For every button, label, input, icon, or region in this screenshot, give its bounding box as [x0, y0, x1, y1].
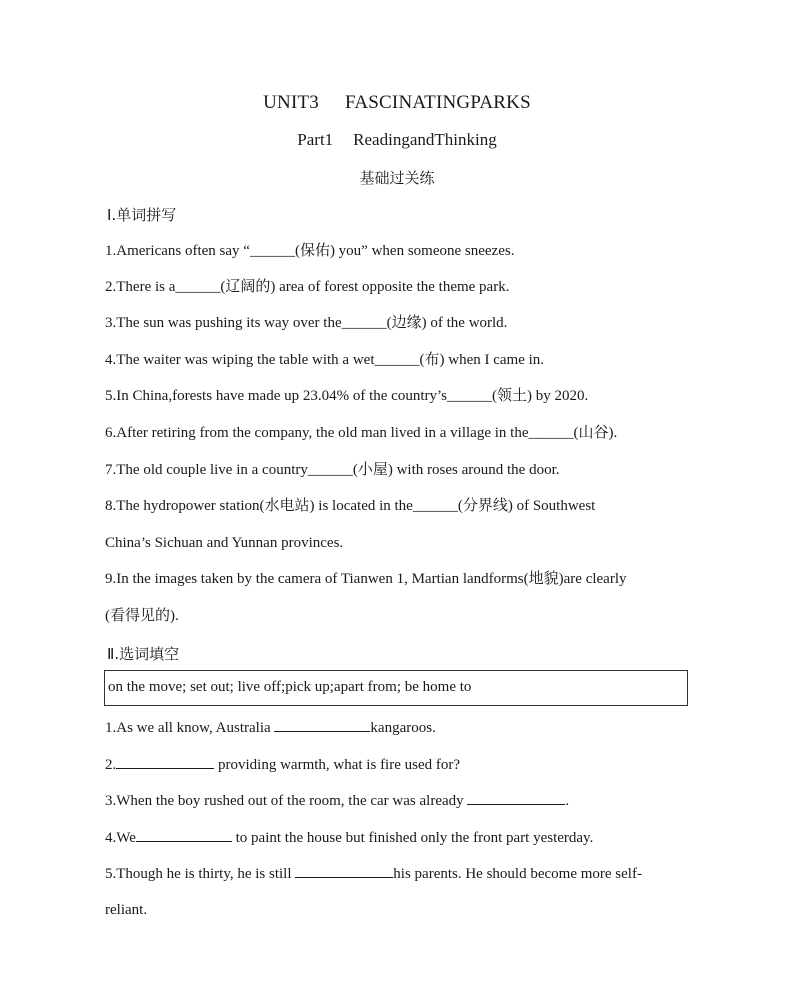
fill-question-4-text-after: to paint the house but finished only the front part yesterday. — [231, 830, 594, 846]
section1-heading: Ⅰ.单词拼写 — [107, 206, 177, 224]
fill-question-5-continuation: reliant. — [105, 902, 148, 918]
word-bank-text: on the move; set out; live off;pick up;apart from; be home to — [108, 679, 472, 695]
answer-blank[interactable] — [136, 827, 232, 842]
question-6: 6.After retiring from the company, the old man lived in a village in the______(山谷). — [105, 425, 618, 441]
part-title — [0, 130, 794, 150]
answer-blank[interactable] — [274, 717, 370, 732]
part-number: Part1 — [297, 130, 334, 149]
question-2: 2.There is a______(辽阔的) area of forest opposite the theme park. — [105, 279, 510, 295]
unit-title — [0, 92, 794, 114]
unit-number: UNIT3 — [263, 92, 319, 113]
fill-question-3-text: 3.When the boy rushed out of the room, the car was already — [105, 793, 468, 809]
fill-question-2-text: 2. — [105, 757, 117, 773]
unit-name: FASCINATINGPARKS — [345, 92, 531, 113]
fill-question-1-text-after: kangaroos. — [370, 720, 436, 736]
fill-question-5 — [105, 863, 642, 884]
word-bank-box — [104, 670, 688, 706]
question-4: 4.The waiter was wiping the table with a wet______(布) when I came in. — [105, 352, 545, 368]
question-9: 9.In the images taken by the camera of Tianwen 1, Martian landforms(地貌)are clearly — [105, 571, 627, 587]
fill-question-1 — [105, 717, 436, 738]
question-1: 1.Americans often say “______(保佑) you” when someone sneezes. — [105, 243, 515, 259]
answer-blank[interactable] — [116, 754, 214, 769]
fill-question-5-text-after: his parents. He should become more self- — [393, 866, 642, 882]
question-7: 7.The old couple live in a country______(小屋) with roses around the door. — [105, 462, 560, 478]
question-8: 8.The hydropower station(水电站) is located in the______(分界线) of Southwest — [105, 498, 596, 514]
question-3: 3.The sun was pushing its way over the______(边缘) of the world. — [105, 315, 508, 331]
question-8-continuation: China’s Sichuan and Yunnan provinces. — [105, 535, 344, 551]
fill-question-2 — [105, 754, 460, 775]
question-5: 5.In China,forests have made up 23.04% of the country’s______(领土) by 2020. — [105, 388, 589, 404]
fill-question-5-text: 5.Though he is thirty, he is still — [105, 866, 296, 882]
fill-question-4 — [105, 827, 593, 848]
fill-question-3 — [105, 790, 569, 811]
question-9-continuation: (看得见的). — [105, 608, 179, 624]
fill-question-3-text-after: . — [565, 793, 570, 809]
section-label: 基础过关练 — [359, 169, 435, 187]
part-name: ReadingandThinking — [353, 130, 497, 149]
fill-question-2-text-after: providing warmth, what is fire used for? — [214, 757, 461, 773]
section2-heading: Ⅱ.选词填空 — [107, 645, 180, 663]
answer-blank[interactable] — [467, 790, 565, 805]
answer-blank[interactable] — [295, 863, 393, 878]
fill-question-1-text: 1.As we all know, Australia — [105, 720, 275, 736]
fill-question-4-text: 4.We — [105, 830, 136, 846]
